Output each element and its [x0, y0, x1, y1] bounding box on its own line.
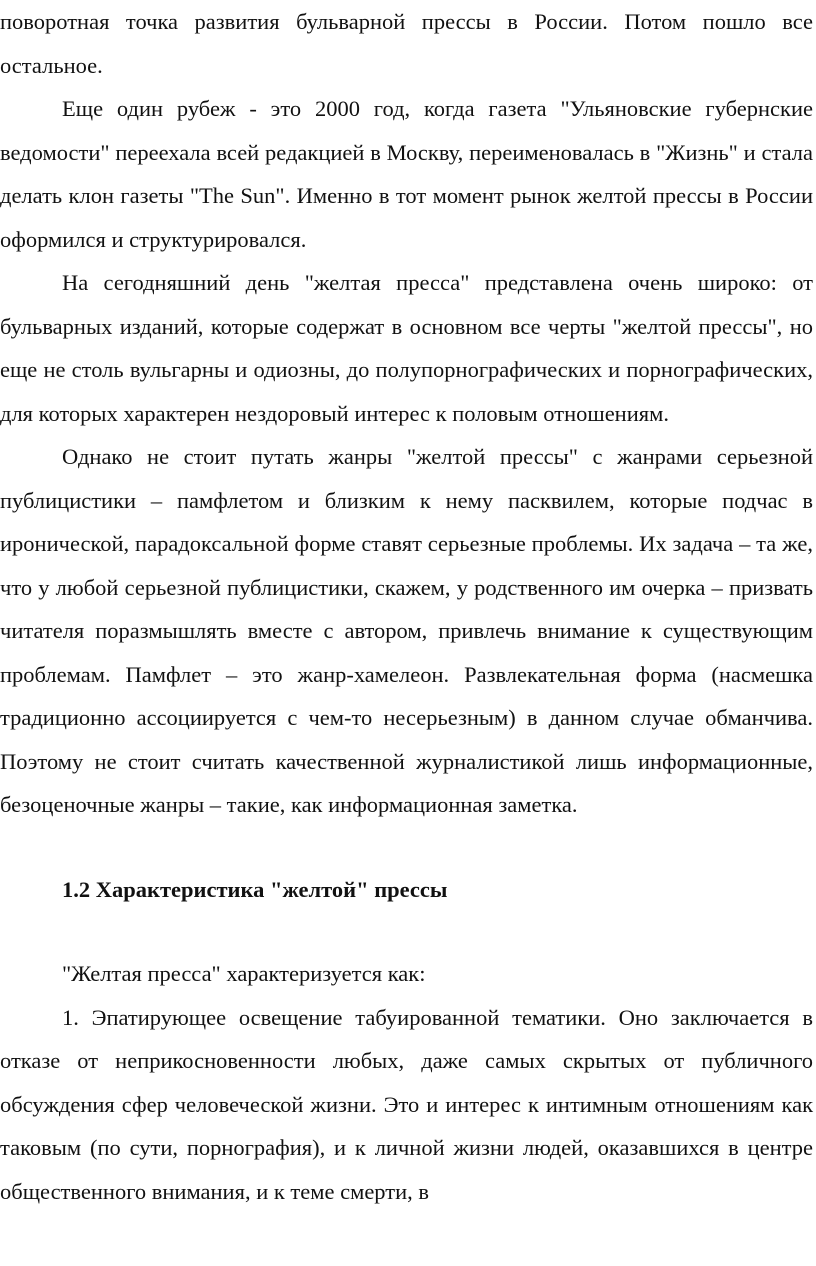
paragraph-point-1: 1. Эпатирующее освещение табуированной тематики. Оно заключается в отказе от неприкосновенности любых, даже самых скрытых от публичного обсуждения сфер человеческой жизни. Это и интерес к интимным отношениям как таковым (по сути, порнография), и к личной жизни людей, оказавшихся в центре общественного внимания, и к теме смерти, в [0, 1004, 813, 1204]
paragraph-2000-milestone: Еще один рубеж - это 2000 год, когда газета "Ульяновские губернские ведомости" переехала всей редакцией в Москву, переименовалась в "Жизнь" и стала делать клон газеты "The Sun". Именно в тот момент рынок желтой прессы в России оформился и структурировался. [0, 96, 813, 252]
paragraph-continuation: поворотная точка развития бульварной прессы в России. Потом пошло все остальное. [0, 9, 813, 78]
section-heading: 1.2 Характеристика "желтой" прессы [62, 876, 448, 902]
paragraph-genres-distinction: Однако не стоит путать жанры "желтой прессы" с жанрами серьезной публицистики – памфлетом и близким к нему пасквилем, которые подчас в иронической, парадоксальной форме ставят серьезные проблемы. Их задача – та же, что у любой серьезной публицистики, скажем, у родственного им очерка – призвать читателя поразмышлять вместе с автором, привлечь внимание к существующим проблемам. Памфлет – это жанр-хамелеон. Развлекательная форма (насмешка традиционно ассоциируется с чем-то несерьезным) в данном случае обманчива. Поэтому не стоит считать качественной журналистикой лишь информационные, безоценочные жанры – такие, как информационная заметка. [0, 444, 813, 817]
paragraph-yellow-press-today: На сегодняшний день "желтая пресса" представлена очень широко: от бульварных изданий, которые содержат в основном все черты "желтой прессы", но еще не столь вульгарны и одиозны, до полупорнографических и порнографических, для которых характерен нездоровый интерес к половым отношениям. [0, 270, 813, 426]
paragraph-characterized-as: "Желтая пресса" характеризуется как: [62, 961, 426, 986]
